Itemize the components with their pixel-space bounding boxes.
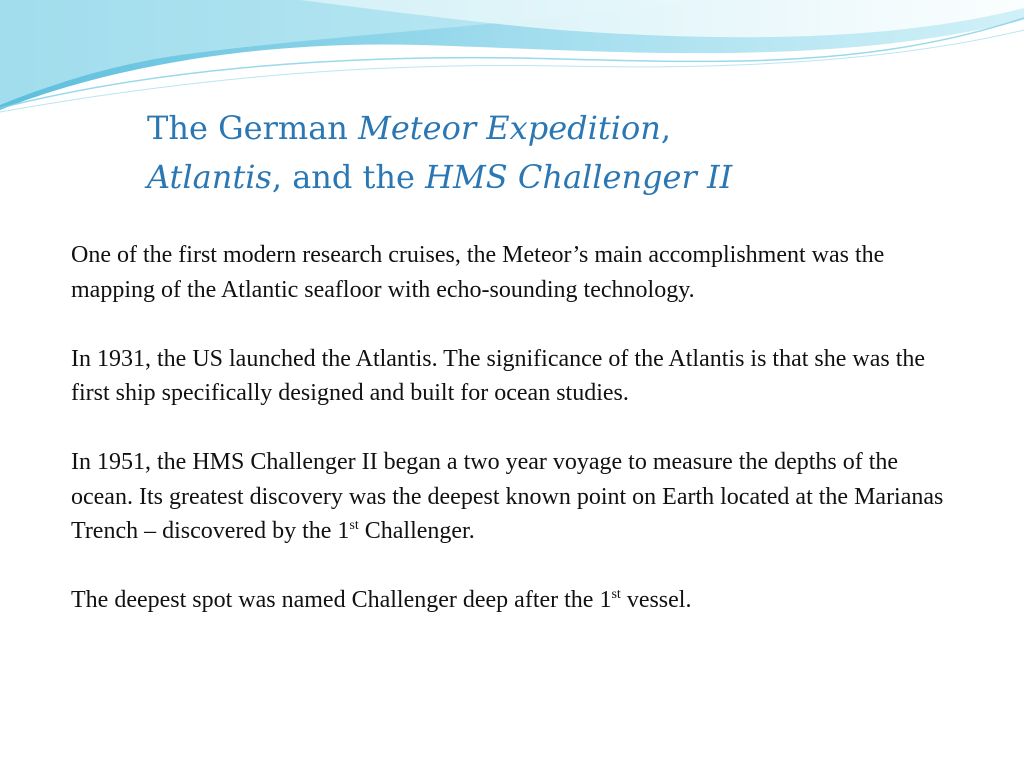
title-italic-challenger: HMS Challenger II: [425, 158, 733, 196]
title-line-2: [147, 153, 967, 202]
title-italic-meteor: Meteor Expedition: [358, 109, 661, 147]
title-text: ,: [660, 109, 671, 147]
paragraph-challenger-ii: [71, 445, 961, 549]
paragraph-meteor: One of the first modern research cruises, the Meteor’s main accomplishment was the mapping of the Atlantic seafloor with echo-sounding technology.: [71, 242, 885, 303]
title-text: , and the: [271, 158, 426, 196]
paragraph-atlantis: In 1931, the US launched the Atlantis. The significance of the Atlantis is that she was the first ship specifically designed and built for ocean studies.: [71, 345, 926, 406]
paragraph-challenger-deep: [71, 583, 961, 618]
ordinal-superscript: st: [349, 518, 359, 533]
paragraph-text: Challenger.: [358, 518, 475, 544]
paragraph-text: In 1951, the HMS Challenger II began a two year voyage to measure the depths of the ocean. Its greatest discovery was the deepest known point on Earth located at the Marianas Trench – discovered by the 1: [71, 449, 944, 544]
slide-body: [71, 238, 961, 618]
paragraph-text: vessel.: [620, 587, 692, 613]
slide-title: [147, 104, 967, 202]
title-line-1: [147, 104, 967, 153]
title-italic-atlantis: Atlantis: [147, 158, 272, 196]
ordinal-superscript: st: [611, 587, 621, 602]
paragraph-text: The deepest spot was named Challenger deep after the 1: [71, 587, 612, 613]
title-text: The German: [147, 109, 359, 147]
